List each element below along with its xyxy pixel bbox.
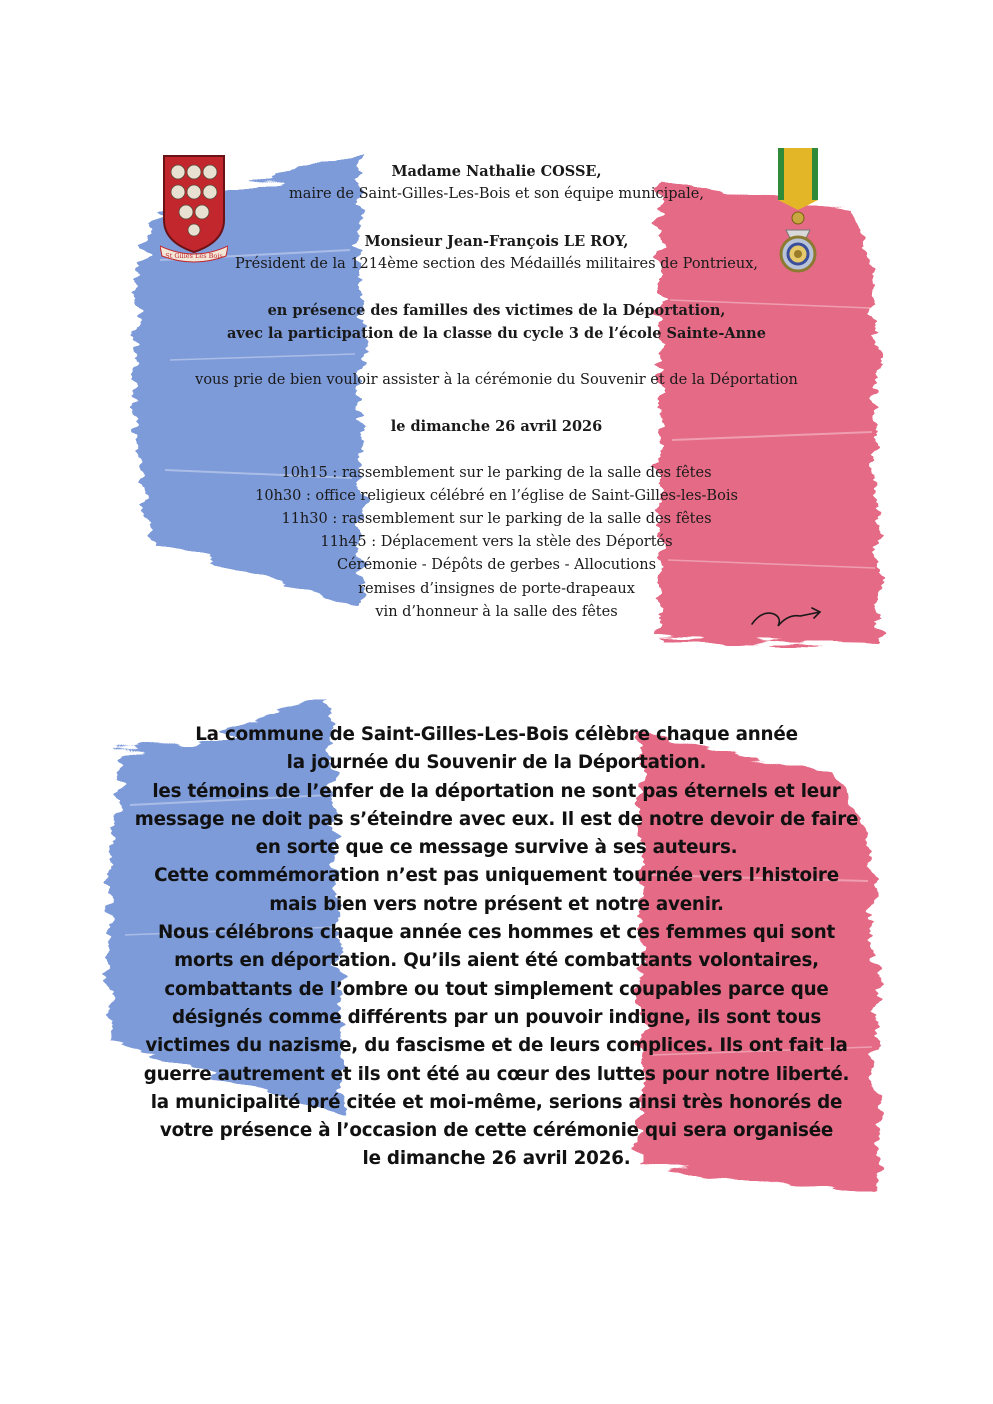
message-line: le dimanche 26 avril 2026. bbox=[362, 1148, 631, 1170]
message-line: Nous célébrons chaque année ces hommes et ces femmes qui sont bbox=[157, 922, 836, 944]
ceremony-date: le dimanche 26 avril 2026 bbox=[390, 418, 603, 436]
schedule-item: 11h45 : Déplacement vers la stèle des Déportés bbox=[320, 534, 673, 551]
invite-line: vous prie de bien vouloir assister à la cérémonie du Souvenir et de la Déportation bbox=[195, 371, 798, 388]
message-line: la municipalité pré citée et moi-même, serions ainsi très honorés de bbox=[150, 1091, 843, 1113]
host-name: Madame Nathalie COSSE, bbox=[391, 163, 602, 180]
schedule-item: Cérémonie - Dépôts de gerbes - Allocutions bbox=[336, 557, 657, 574]
message-card bbox=[0, 695, 993, 1205]
message-line: combattants de l’ombre ou tout simplement coupables parce que bbox=[164, 978, 829, 1000]
schedule-item: 10h15 : rassemblement sur le parking de la salle des fêtes bbox=[281, 464, 712, 481]
message-line: Cette commémoration n’est pas uniquement tournée vers l’histoire bbox=[154, 865, 839, 887]
crest-label: St Gilles Les Bois bbox=[165, 252, 223, 260]
message-line: La commune de Saint-Gilles-Les-Bois célèbre chaque année bbox=[195, 724, 798, 745]
invitation-card bbox=[0, 140, 993, 660]
message-line: la journée du Souvenir de la Déportation. bbox=[286, 752, 707, 774]
presence-line-1: en présence des familles des victimes de la Déportation, bbox=[267, 302, 726, 320]
invitation-text bbox=[0, 160, 993, 624]
message-line: désignés comme différents par un pouvoir indigne, ils sont tous bbox=[171, 1006, 822, 1028]
message-line: morts en déportation. Qu’ils aient été combattants volontaires, bbox=[174, 950, 819, 972]
president-name: Monsieur Jean-François LE ROY, bbox=[364, 232, 629, 250]
president-title: Président de la 1214ème section des Médaillés militaires de Pontrieux, bbox=[234, 255, 758, 272]
message-line: mais bien vers notre présent et notre avenir. bbox=[269, 893, 724, 915]
schedule-item: remises d’insignes de porte-drapeaux bbox=[358, 580, 635, 597]
message-text bbox=[0, 721, 993, 1174]
message-line: message ne doit pas s’éteindre avec eux. Il est de notre devoir de faire bbox=[134, 808, 859, 830]
message-line: votre présence à l’occasion de cette cérémonie qui sera organisée bbox=[159, 1120, 834, 1142]
host-title: maire de Saint-Gilles-Les-Bois et son équipe municipale, bbox=[289, 186, 704, 203]
signature-icon bbox=[748, 602, 828, 632]
presence-line-2: avec la participation de la classe du cycle 3 de l’école Sainte-Anne bbox=[227, 325, 766, 343]
message-line: en sorte que ce message survive à ses auteurs. bbox=[255, 837, 738, 859]
message-line: les témoins de l’enfer de la déportation ne sont pas éternels et leur bbox=[152, 780, 841, 802]
schedule-item: vin d’honneur à la salle des fêtes bbox=[375, 603, 618, 620]
schedule-item: 10h30 : office religieux célébré en l’église de Saint-Gilles-les-Bois bbox=[255, 487, 738, 504]
schedule-item: 11h30 : rassemblement sur le parking de la salle des fêtes bbox=[281, 510, 712, 527]
message-line: guerre autrement et ils ont été au cœur des luttes pour notre liberté. bbox=[143, 1063, 850, 1085]
message-line: victimes du nazisme, du fascisme et de leurs complices. Ils ont fait la bbox=[145, 1035, 848, 1057]
